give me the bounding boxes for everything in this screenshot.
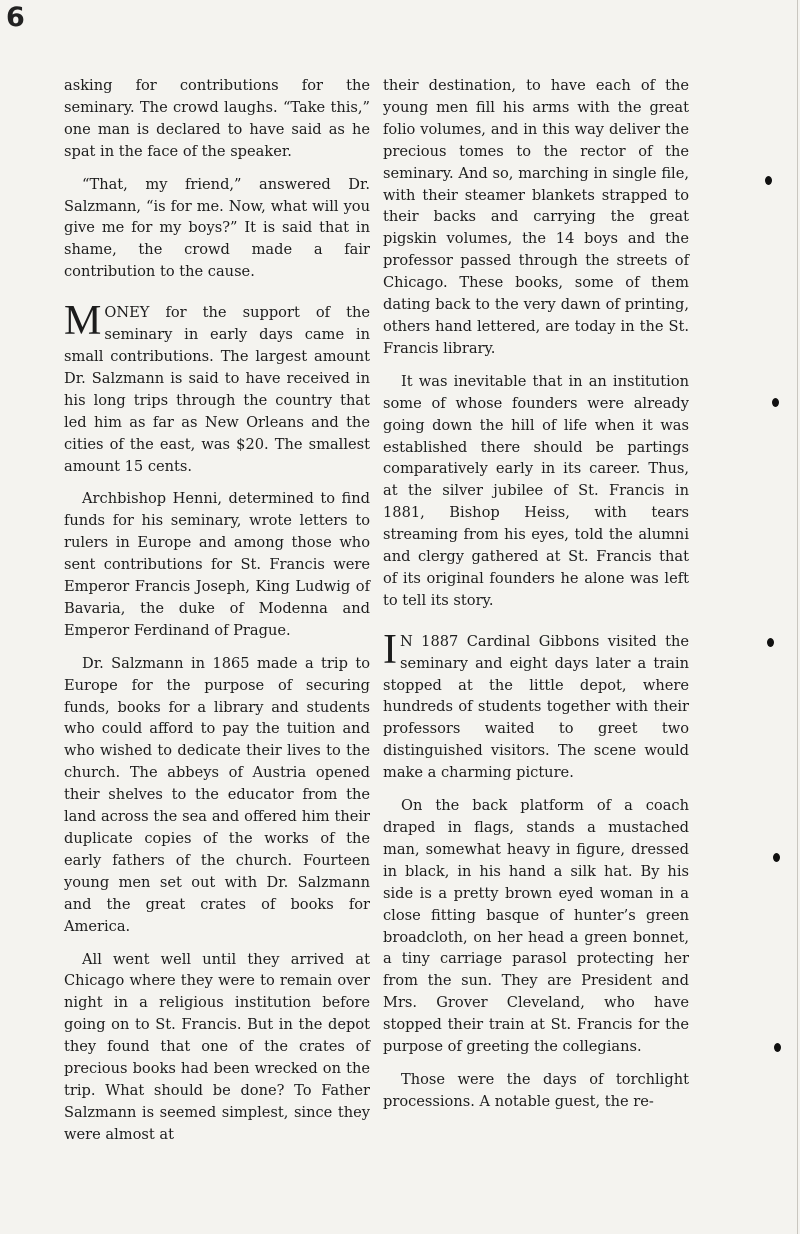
paragraph: Archbishop Henni, determined to find funds for his seminary, wrote letters to rulers in Europe and among those who sent contributions for St. Francis were Emperor Francis Joseph, King Ludwig of Bavaria, the duke of Modenna and Emperor Ferdinand of Prague. xyxy=(64,490,370,639)
section-text: 1887 Cardinal Gibbons visited the seminary and eight days later a train stopped at the little depot, where hundreds of students together with their professors waited to greet two distinguished visitors. The scene would make a charming picture. xyxy=(383,632,689,782)
paragraph: Dr. Salzmann in 1865 made a trip to Europe for the purpose of securing funds, books for a library and students who could afford to pay the tuition and who wished to dedicate their lives to the church. The abbeys of Austria opened their shelves to the educator from the land across the sea and offered him their duplicate copies of the works of the early fathers of the church. Fourteen young men set out with Dr. Salzmann and the great crates of books for America. xyxy=(64,654,370,935)
binding-hole-mark xyxy=(773,853,780,862)
binding-hole-mark xyxy=(767,638,774,647)
page-edge xyxy=(797,0,798,1234)
paragraph: Those were the days of torchlight processions. A notable guest, the re- xyxy=(383,1070,689,1110)
section-paragraph xyxy=(383,626,689,784)
section-lead-word: N xyxy=(400,632,413,650)
binding-hole-mark xyxy=(772,398,779,407)
binding-hole-mark xyxy=(765,176,772,185)
section-lead-word: ONEY xyxy=(104,304,150,322)
paragraph: “That, my friend,” answered Dr. Salzmann, “is for me. Now, what will you give me for my boys?” It is said that in shame, the crowd made a fair contribution to the cause. xyxy=(64,175,370,281)
paragraph: asking for contributions for the seminary. The crowd laughs. “Take this,” one man is declared to have said as he spat in the face of the speaker. xyxy=(64,77,370,160)
section-text: for the support of the seminary in early days came in small contributions. The largest amount Dr. Salzmann is said to have received in his long trips through the country that led him as far as New Orleans and the cities of the east, was $20. The smallest amount 15 cents. xyxy=(64,304,370,475)
paragraph: All went well until they arrived at Chicago where they were to remain over night in a religious institution before going on to St. Francis. But in the depot they found that one of the crates of precious books had been wrecked on the trip. What should be done? To Father Salzmann is seemed simplest, since they were almost at xyxy=(64,950,370,1143)
drop-cap: I xyxy=(383,626,397,673)
paragraph: their destination, to have each of the young men fill his arms with the great folio volumes, and in this way deliver the precious tomes to the rector of the seminary. And so, marching in single file, with their steamer blankets strapped to their backs and carrying the great pigskin volumes, the 14 boys and the professor passed through the streets of Chicago. These books, some of them dating back to the very dawn of printing, others hand lettered, are today in the St. Francis library. xyxy=(383,77,689,357)
binding-hole-mark xyxy=(774,1043,781,1052)
paragraph: It was inevitable that in an institution some of whose founders were already going down the hill of life when it was established there should be partings comparatively early in its career. Thus, at the silver jubilee of St. Francis in 1881, Bishop Heiss, with tears streaming from his eyes, told the alumni and clergy gathered at St. Francis that of its original founders he alone was left to tell its story. xyxy=(383,372,689,609)
section-paragraph xyxy=(64,298,370,477)
drop-cap: M xyxy=(64,298,102,345)
paragraph: On the back platform of a coach draped in flags, stands a mustached man, somewhat heavy in figure, dressed in black, in his hand a silk hat. By his side is a pretty brown eyed woman in a close fitting basque of hunter’s green broadcloth, on her head a green bonnet, a tiny carriage parasol protecting her from the sun. They are President and Mrs. Grover Cleveland, who have stopped their train at St. Francis for the purpose of greeting the collegians. xyxy=(383,797,689,1056)
left-column xyxy=(64,75,370,1157)
page-number: 6 xyxy=(6,2,25,33)
right-column xyxy=(383,75,689,1124)
